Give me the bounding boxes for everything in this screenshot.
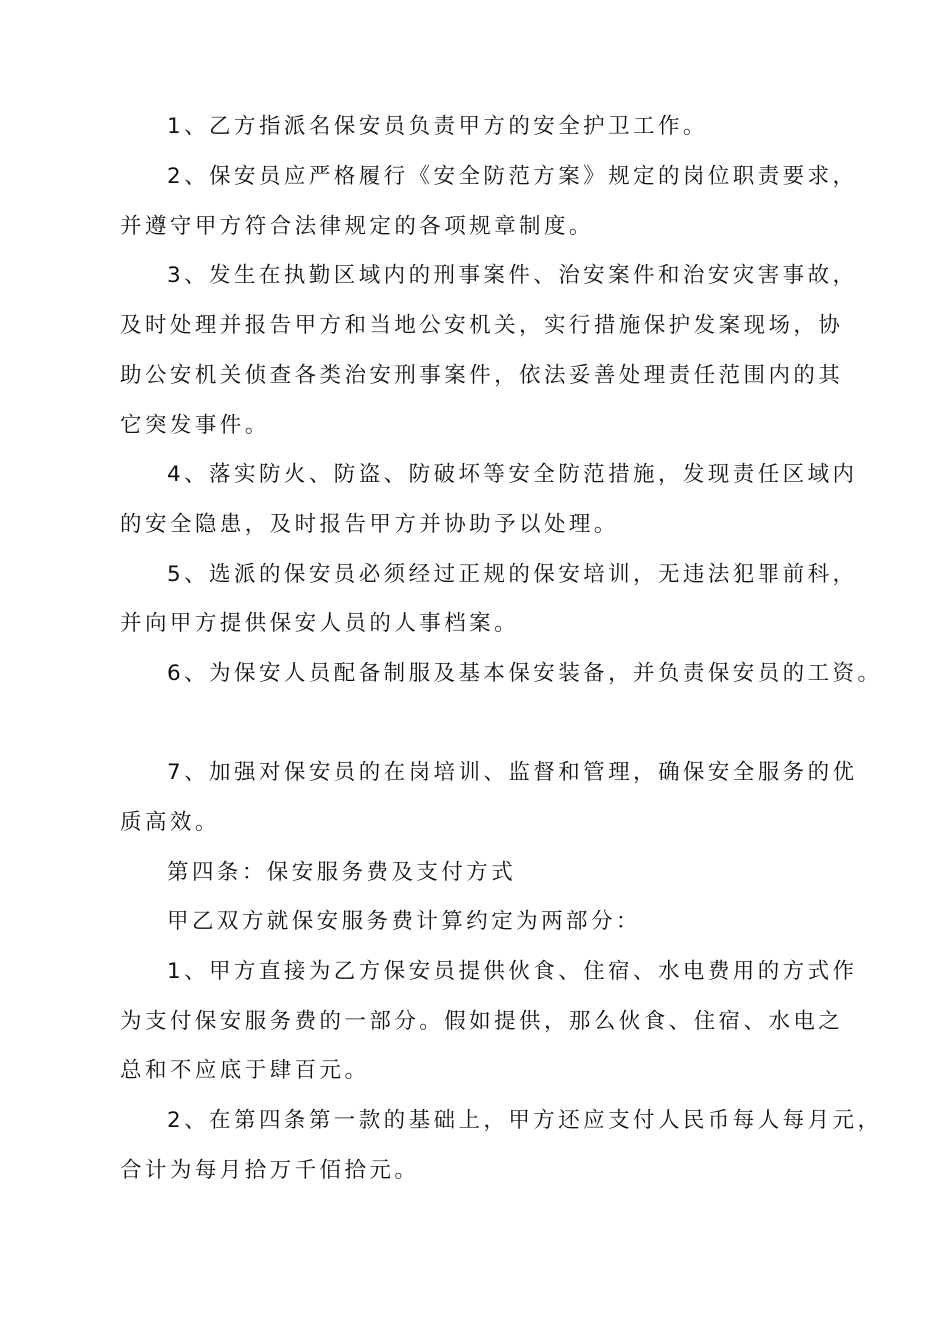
- item-5-line-1: 5、选派的保安员必须经过正规的保安培训，无违法犯罪前科，: [167, 562, 858, 587]
- fee-item-1-line-3: 总和不应底于肆百元。: [120, 1058, 370, 1083]
- fee-item-2-line-1: 2、在第四条第一款的基础上，甲方还应支付人民币每人每月元，: [167, 1108, 883, 1133]
- article-4-heading: 第四条：保安服务费及支付方式: [167, 860, 517, 885]
- item-6-line-1: 6、为保安人员配备制服及基本保安装备，并负责保安员的工资。: [167, 661, 883, 686]
- item-1-line-1: 1、乙方指派名保安员负责甲方的安全护卫工作。: [167, 114, 708, 139]
- fee-item-2-line-2: 合计为每月拾万千佰拾元。: [120, 1158, 420, 1183]
- fee-item-1-line-2: 为支付保安服务费的一部分。假如提供，那么伙食、住宿、水电之: [120, 1009, 844, 1034]
- item-7-line-2: 质高效。: [120, 810, 220, 835]
- item-3-line-4: 它突发事件。: [120, 413, 270, 438]
- item-3-line-3: 助公安机关侦查各类治安刑事案件，依法妥善处理责任范围内的其: [120, 363, 844, 388]
- item-2-line-2: 并遵守甲方符合法律规定的各项规章制度。: [120, 214, 594, 239]
- item-7-line-1: 7、加强对保安员的在岗培训、监督和管理，确保安全服务的优: [167, 760, 858, 785]
- item-3-line-2: 及时处理并报告甲方和当地公安机关，实行措施保护发案现场，协: [120, 313, 844, 338]
- fee-item-1-line-1: 1、甲方直接为乙方保安员提供伙食、住宿、水电费用的方式作: [167, 959, 858, 984]
- item-4-line-1: 4、落实防火、防盗、防破坏等安全防范措施，发现责任区域内: [167, 462, 858, 487]
- item-2-line-1: 2、保安员应严格履行《安全防范方案》规定的岗位职责要求，: [167, 164, 858, 189]
- item-3-line-1: 3、发生在执勤区域内的刑事案件、治安案件和治安灾害事故，: [167, 263, 858, 288]
- item-5-line-2: 并向甲方提供保安人员的人事档案。: [120, 611, 520, 636]
- fee-intro: 甲乙双方就保安服务费计算约定为两部分：: [167, 909, 641, 934]
- item-4-line-2: 的安全隐患，及时报告甲方并协助予以处理。: [120, 512, 619, 537]
